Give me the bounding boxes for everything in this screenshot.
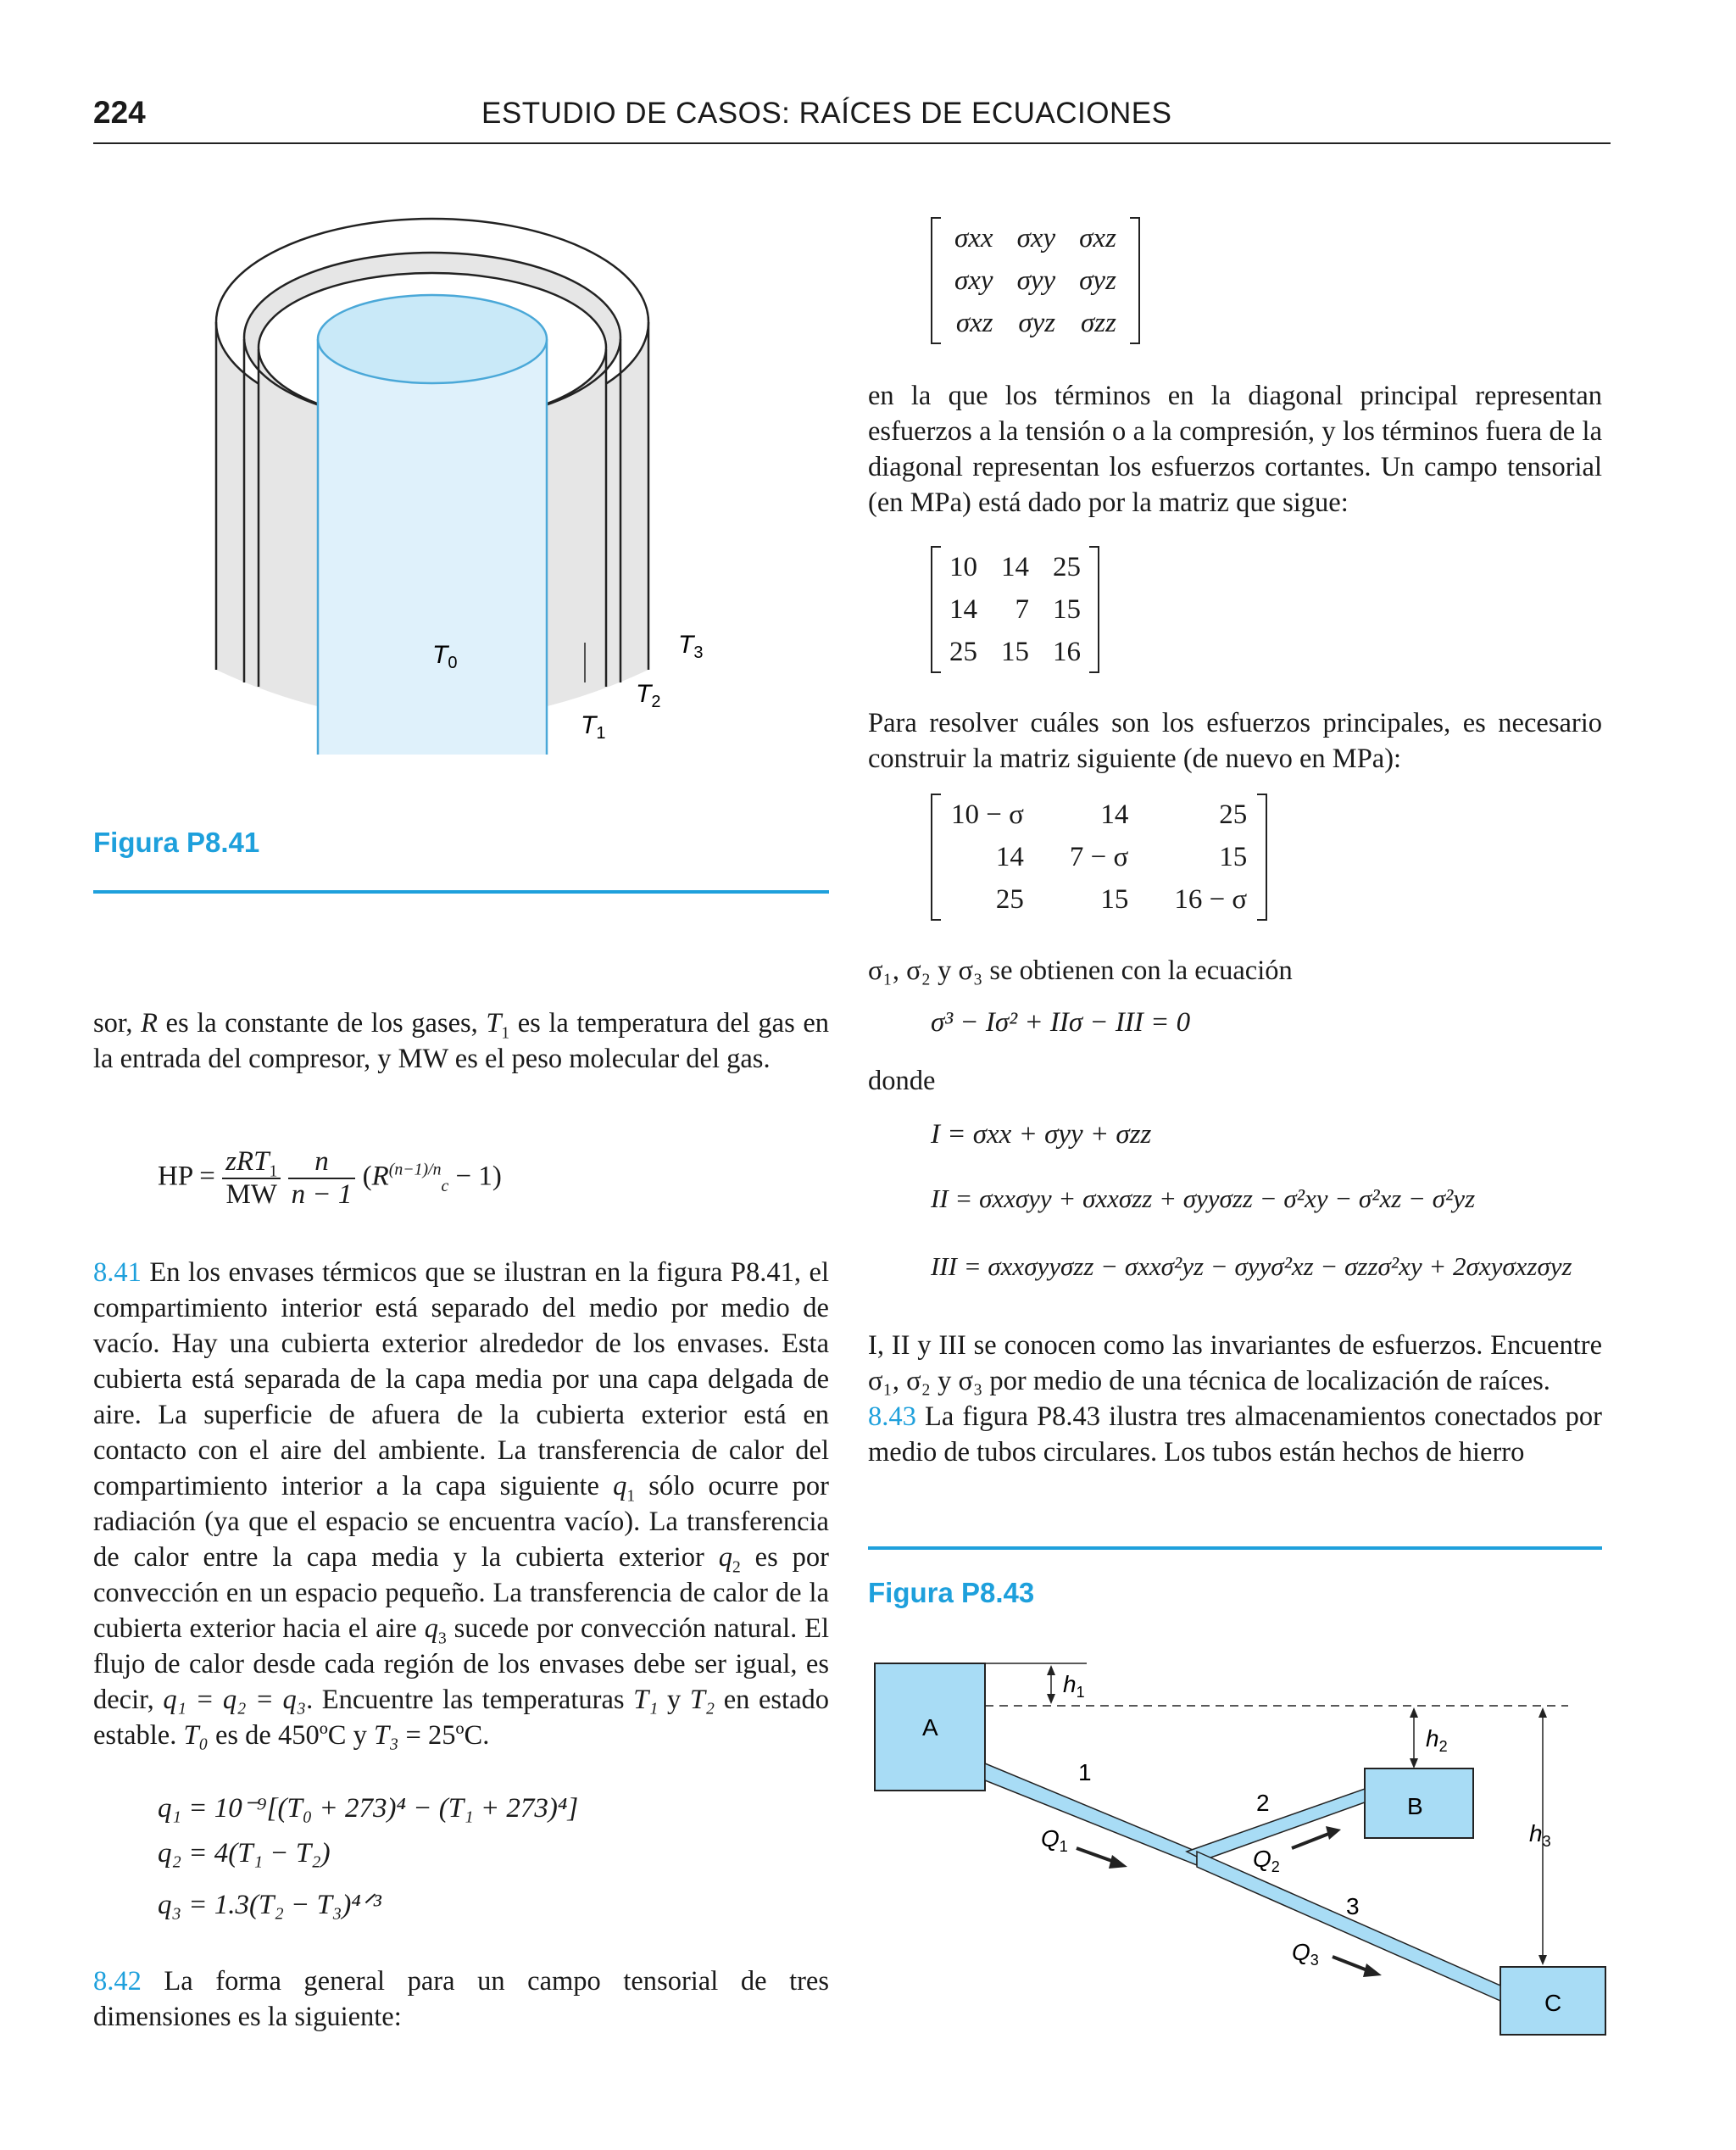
equation-q1: q₁ = 10⁻⁹[(T₀ + 273)⁴ − (T₁ + 273)⁴]: [158, 1793, 579, 1824]
label-t0: $T_0$: [432, 641, 458, 672]
label-h2: $h_2$: [1426, 1725, 1448, 1755]
label-h1: $h_1$: [1063, 1671, 1085, 1701]
pipe-2: [1187, 1789, 1365, 1860]
label-b: B: [1407, 1793, 1423, 1819]
invariant-ii: II = σxxσyy + σxxσzz + σyyσzz − σ²xy − σ²xz − σ²yz: [931, 1184, 1476, 1213]
invariant-iii: III = σxxσyyσzz − σxxσ²yz − σyyσ²xz − σzzσ²xy + 2σxyσxzσyz: [931, 1251, 1572, 1281]
label-t3: $T_3$: [678, 631, 704, 662]
equation-q2: q₂ = 4(T₁ − T₂): [158, 1838, 331, 1869]
label-a: A: [922, 1714, 938, 1741]
label-h3: $h_3$: [1529, 1820, 1551, 1850]
para-resolver: Para resolver cuáles son los esfuerzos principales, es necesario construir la matriz siguiente (de nuevo en MPa):: [868, 708, 1602, 774]
figure-p841-thermos: [186, 212, 704, 771]
problem-843: 8.43 La figura P8.43 ilustra tres almacenamientos conectados por medio de tubos circulares. Los tubos están hechos de hierro: [868, 1401, 1602, 1468]
characteristic-matrix: 10 − σ 14 25 14 7 − σ 15 25 15 16 − σ: [931, 794, 1267, 921]
label-pipe-3: 3: [1346, 1893, 1360, 1919]
donde-label: donde: [868, 1066, 936, 1096]
figure-p843-reservoirs: [865, 1645, 1611, 2052]
equation-q3: q₃ = 1.3(T₂ − T₃)⁴ᐟ³: [158, 1890, 381, 1920]
label-pipe-2: 2: [1256, 1790, 1270, 1816]
inner-top-ellipse: [318, 295, 547, 383]
figure-p841-rule: [93, 890, 829, 894]
label-q3: $Q_3$: [1292, 1939, 1319, 1969]
label-pipe-1: 1: [1078, 1759, 1092, 1785]
invariant-i: I = σxx + σyy + σzz: [931, 1119, 1152, 1150]
figure-p843-rule: [868, 1546, 1602, 1550]
para-sigmas: σ₁, σ₂ y σ₃ se obtienen con la ecuación: [868, 955, 1293, 986]
label-c: C: [1544, 1990, 1562, 2016]
sigma-matrix: σxx σxy σxz σxy σyy σyz σxz σyz σzz: [931, 217, 1140, 344]
inner-compartment: [318, 339, 547, 755]
label-t1: $T_1$: [581, 711, 606, 743]
left-para-1: sor, R es la constante de los gases, $T_1$ es la temperatura del gas en la entrada del compresor, y MW es el peso molecular del gas.: [93, 1008, 829, 1074]
problem-842-number: 8.42: [93, 1966, 142, 1997]
page-number: 224: [93, 95, 146, 130]
para-invariants: I, II y III se conocen como las invariantes de esfuerzos. Encuentre σ₁, σ₂ y σ₃ por medio de una técnica de localización de raíces.: [868, 1330, 1602, 1396]
problem-841-number: 8.41: [93, 1257, 142, 1288]
label-q1: $Q_1$: [1041, 1825, 1068, 1855]
label-q2: $Q_2$: [1253, 1846, 1280, 1875]
para-tensor: en la que los términos en la diagonal principal representan esfuerzos a la tensión o a la compresión, y los términos fuera de la diagonal representan los esfuerzos cortantes. Un campo tensorial (en MPa) está dado por la matriz que sigue:: [868, 381, 1602, 518]
problem-842: 8.42 La forma general para un campo tensorial de tres dimensiones es la siguiente:: [93, 1966, 829, 2032]
figure-p843-label: Figura P8.43: [868, 1577, 1035, 1608]
running-title: ESTUDIO DE CASOS: RAÍCES DE ECUACIONES: [481, 97, 1172, 130]
problem-843-number: 8.43: [868, 1401, 916, 1432]
arrow-q2: [1292, 1833, 1331, 1848]
label-t2: $T_2$: [636, 680, 661, 711]
hp-equation: HP = $\frac{zRT_1}{MW}$ $\frac{n}{n - 1}$ $(R^{(n-1)/n}_c - 1)$: [158, 1146, 502, 1210]
problem-841: 8.41 En los envases térmicos que se ilustran en la figura P8.41, el compartimiento interior está separado del medio por medio de vacío. Hay una cubierta exterior alrededor de los envases. Esta cubierta está separada de la capa media por una capa delgada de aire. La superficie de afuera de la cubierta exterior está en contacto con el aire del ambiente. La transferencia de calor del compartimiento interior a la capa siguiente $q_1$ sólo ocurre por radiación (ya que el espacio se encuentra vacío). La transferencia de calor entre la capa media y la cubierta exterior $q_2$ es por convección en un espacio pequeño. La transferencia de calor de la cubierta exterior hacia el aire $q_3$ sucede por convección natural. El flujo de calor desde cada región de los envases debe ser igual, es decir, q₁ = q₂ = q₃. Encuentre las temperaturas T₁ y T₂ en estado estable. T₀ es de 450ºC y T₃ = 25ºC.: [93, 1257, 830, 1751]
pipe-3: [1197, 1852, 1500, 2001]
figure-p841-label: Figura P8.41: [93, 827, 260, 858]
page-header: [93, 95, 1611, 144]
cubic-equation: σ³ − Iσ² + IIσ − III = 0: [931, 1007, 1191, 1038]
mpa-matrix: 10 14 25 14 7 15 25 15 16: [931, 546, 1099, 673]
